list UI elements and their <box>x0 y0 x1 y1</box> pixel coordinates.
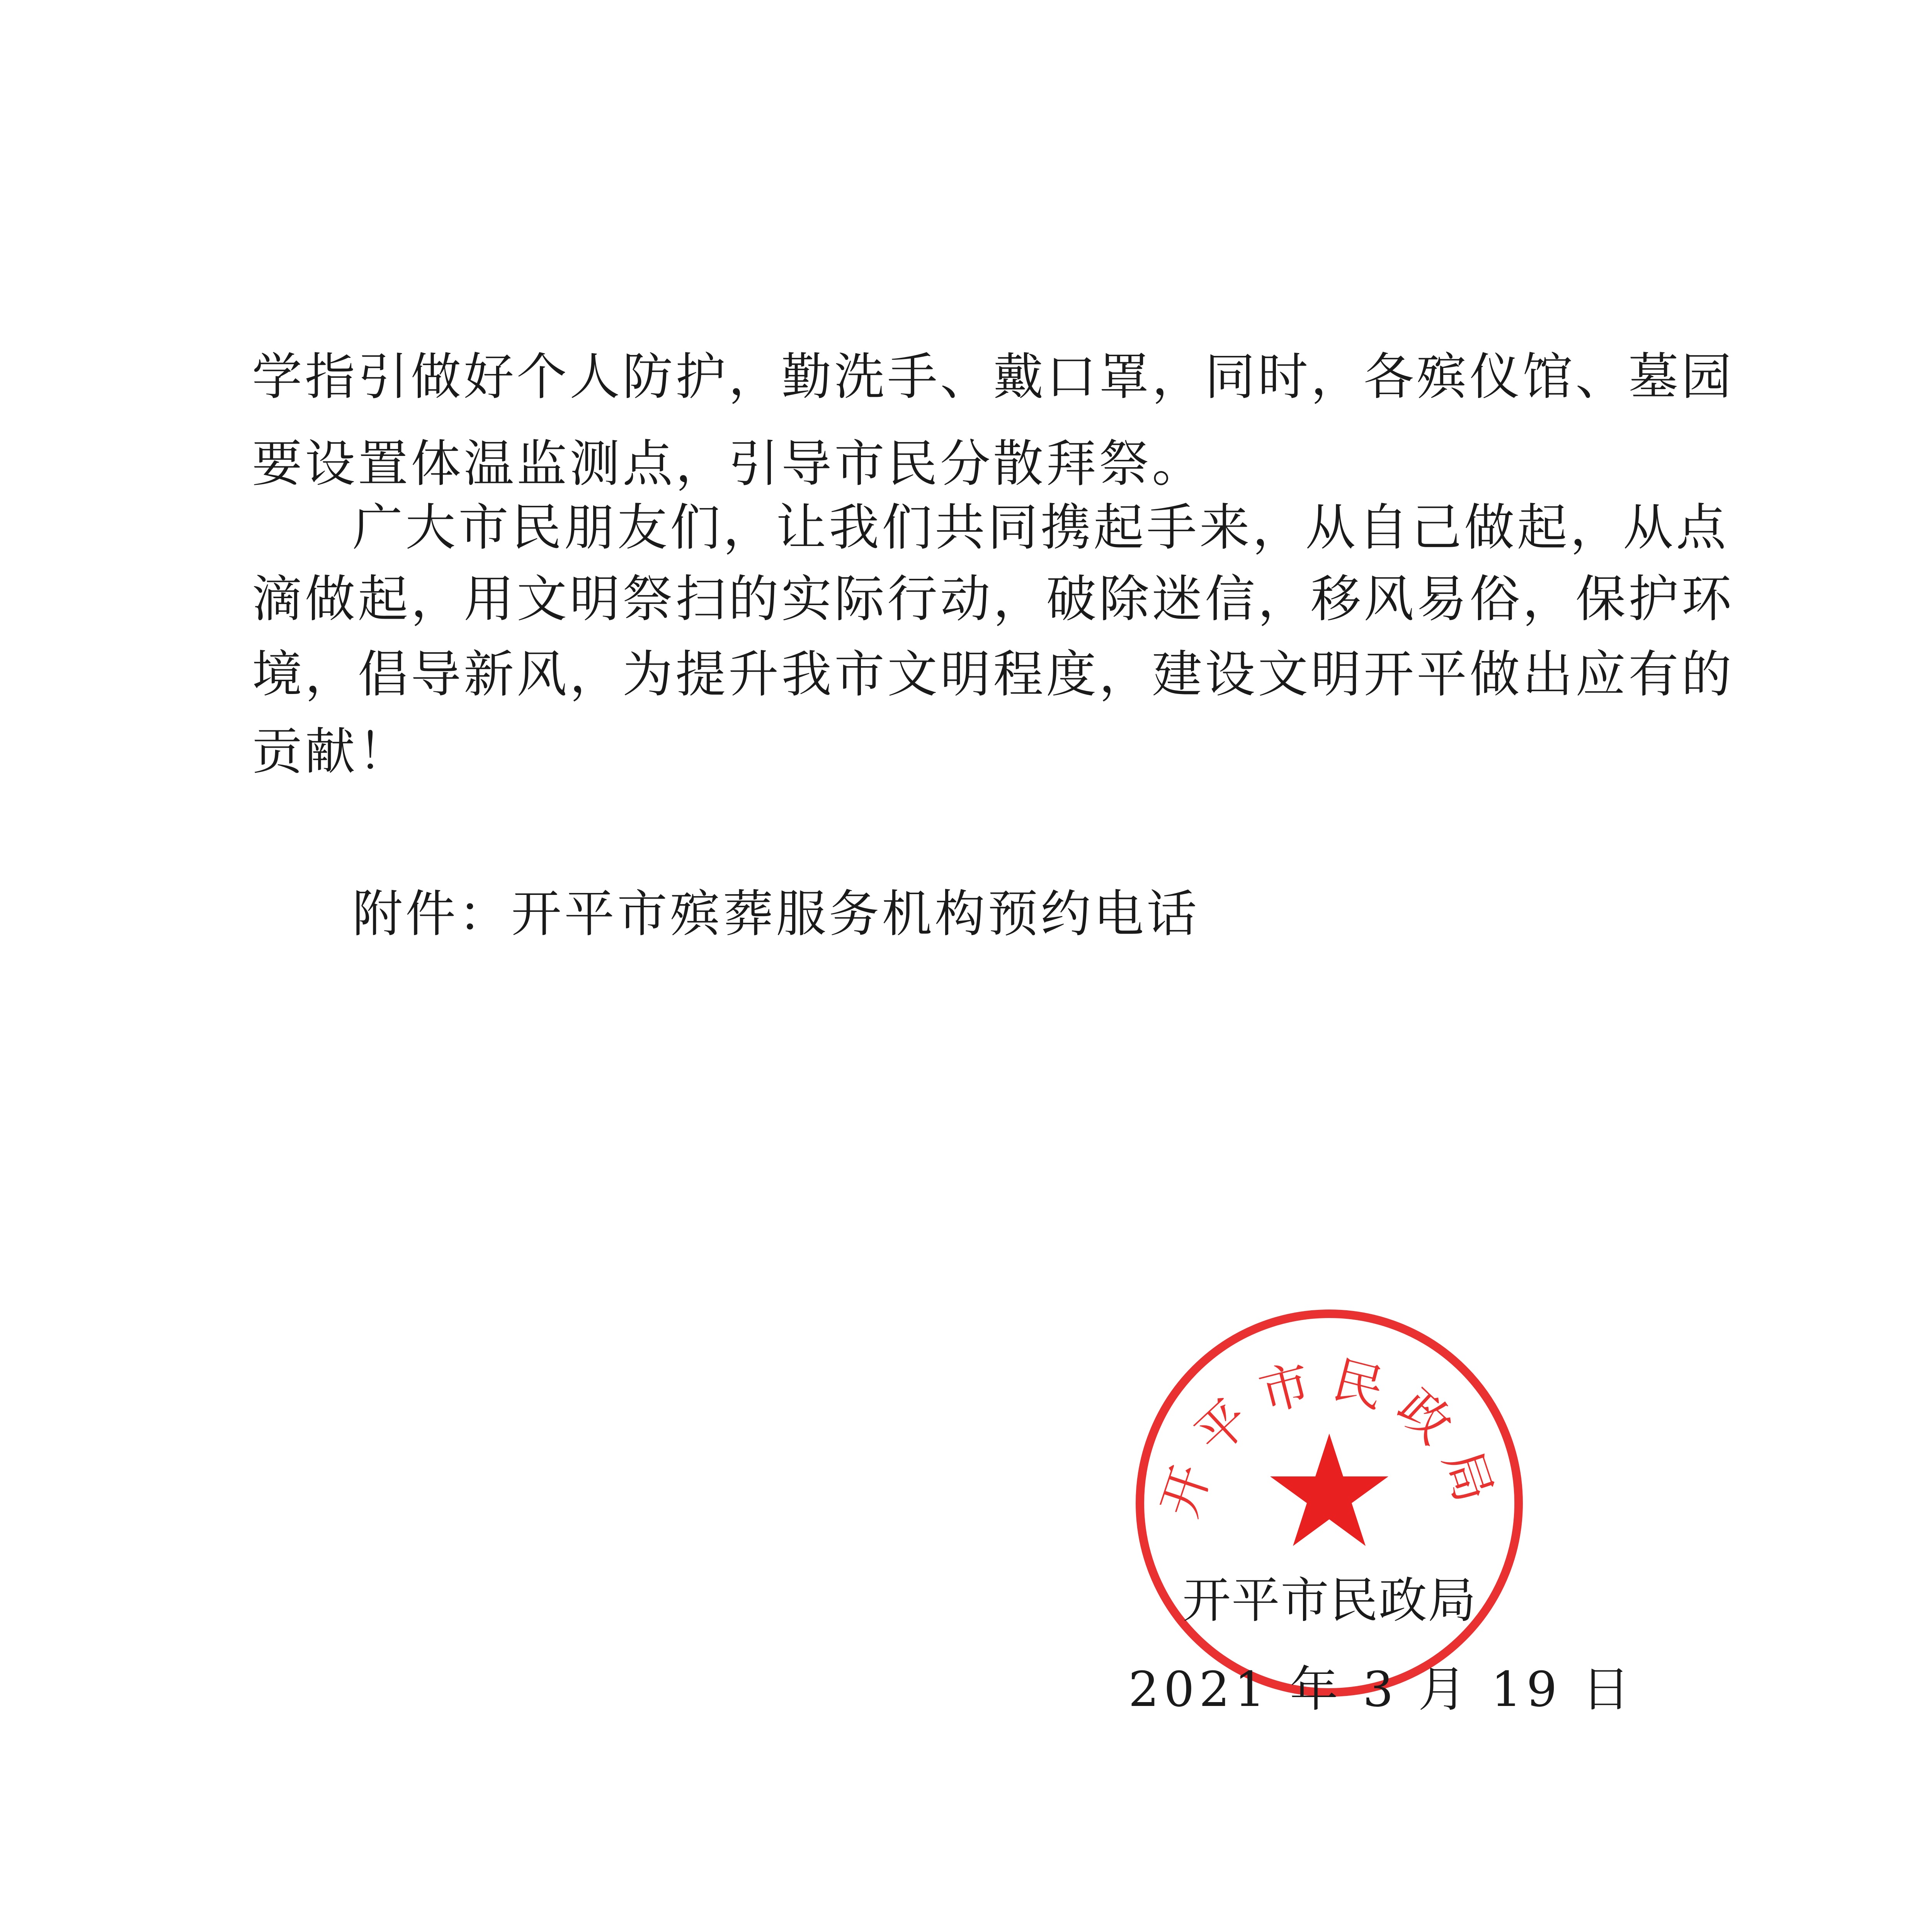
body-line-2: 要设置体温监测点，引导市民分散拜祭。 <box>252 434 1205 493</box>
issue-date: 2021 年 3 月 19 日 <box>1128 1662 1635 1718</box>
svg-text:开平市民政局: 开平市民政局 <box>1150 1350 1509 1524</box>
body-line-6: 贡献！ <box>252 722 411 781</box>
body-line-1: 学指引做好个人防护，勤洗手、戴口罩，同时，各殡仪馆、墓园 <box>252 347 1735 406</box>
official-seal <box>1128 1302 1530 1704</box>
attachment-line: 附件：开平市殡葬服务机构预约电话 <box>352 884 1200 943</box>
body-line-5: 境，倡导新风，为提升我市文明程度，建设文明开平做出应有的 <box>252 645 1735 704</box>
seal-star-icon <box>1270 1434 1388 1546</box>
body-line-3: 广大市民朋友们，让我们共同携起手来，从自己做起，从点 <box>352 498 1729 557</box>
seal-graphic <box>1128 1302 1530 1704</box>
issuer-name: 开平市民政局 <box>1182 1573 1477 1629</box>
body-line-4: 滴做起，用文明祭扫的实际行动，破除迷信，移风易俗，保护环 <box>252 570 1735 628</box>
